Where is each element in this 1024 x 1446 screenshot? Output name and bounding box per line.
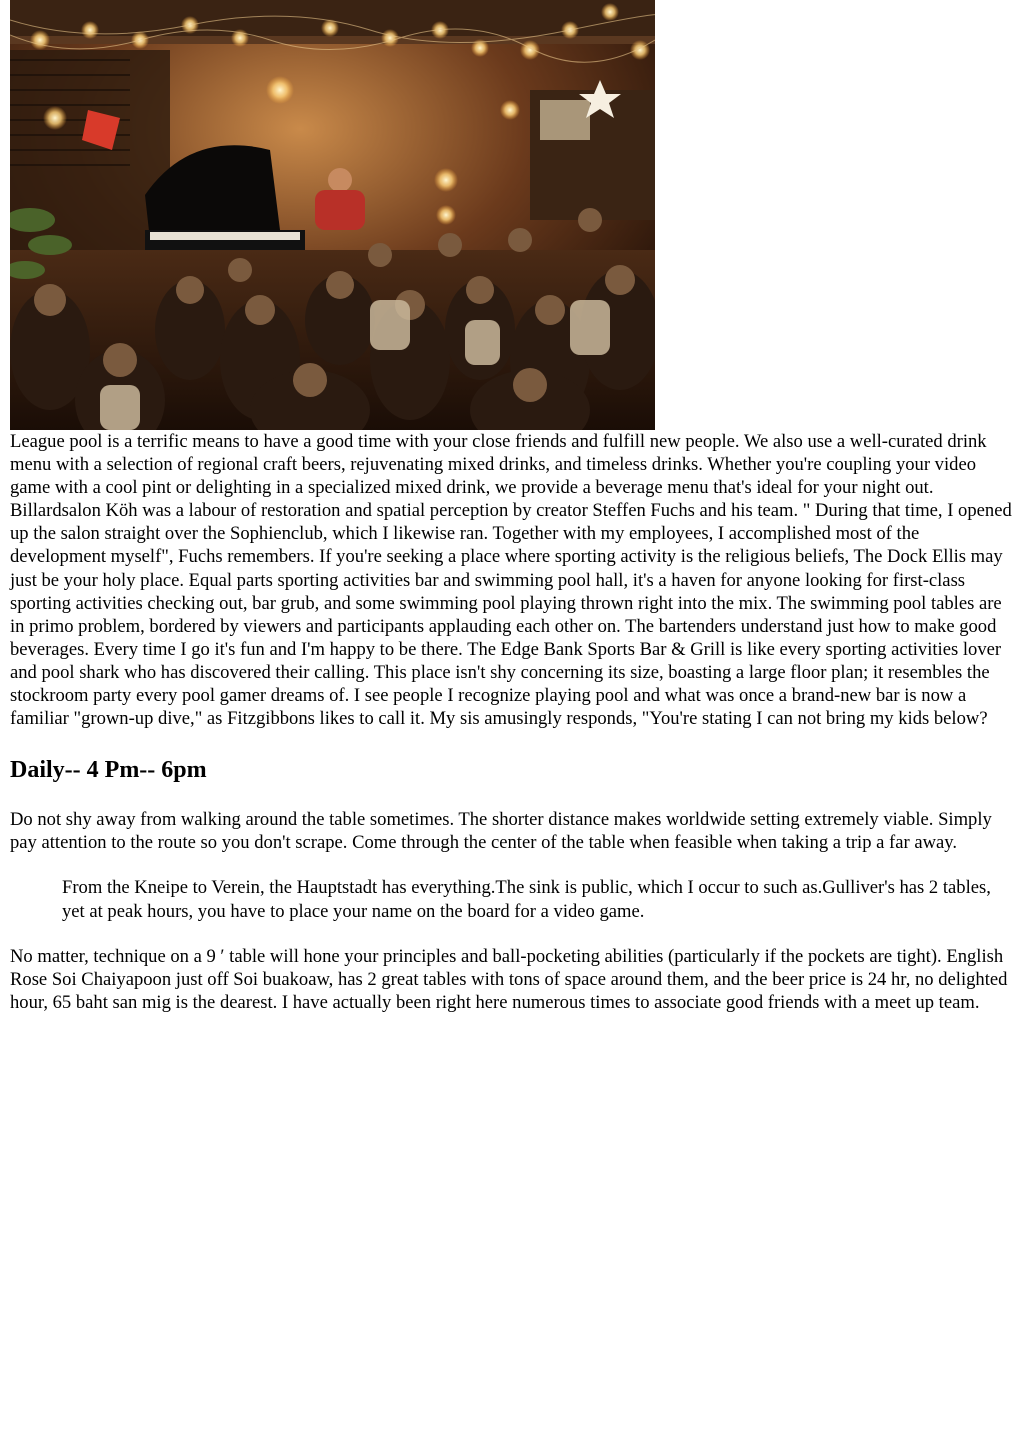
concert-crowd-illustration	[10, 0, 655, 430]
blockquote: From the Kneipe to Verein, the Hauptstadt has everything.The sink is public, which I occur to such as.Gulliver's has 2 tables, yet at peak hours, you have to place your name on the board for a video game.	[62, 877, 991, 922]
section-paragraph: Do not shy away from walking around the table sometimes. The shorter distance makes worldwide setting extremely viable. Simply pay attention to the route so you don't scrape. Come through the center of the table when feasible when taking a trip a far away.	[10, 809, 992, 854]
intro-paragraph: League pool is a terrific means to have a good time with your close friends and fulfill new people. We also use a well-curated drink menu with a selection of regional craft beers, rejuvenating mixed drinks, and timeless drinks. Whether you're coupling your video game with a cool pint or delighting in a specialized mixed drink, we provide a beverage menu that's ideal for your night out. Billardsalon Köh was a labour of restoration and spatial perception by creator Steffen Fuchs and his team. " During that time, I opened up the salon straight over the Sophienclub, which I likewise ran. Together with my employees, I accomplished most of the development myself", Fuchs remembers. If you're seeking a place where sporting activity is the religious beliefs, The Dock Ellis may just be your holy place. Equal parts sporting activities bar and swimming pool hall, it's a haven for anyone looking for first-class sporting activities checking out, bar grub, and some swimming pool playing thrown right into the mix. The swimming pool tables are in primo problem, bordered by viewers and participants applauding each other on. The bartenders understand just how to make good beverages. Every time I go it's fun and I'm happy to be there. The Edge Bank Sports Bar & Grill is like every sporting activities lover and pool shark who has discovered their calling. This place isn't shy concerning its size, boasting a large floor plan; it resembles the stockroom party every pool gamer dreams of. I see people I recognize playing pool and what was once a brand-new bar is now a familiar "grown-up dive," as Fitzgibbons likes to call it. My sis amusingly responds, "You're stating I can not bring my kids below?	[10, 431, 1012, 730]
closing-paragraph: No matter, technique on a 9 ′ table will hone your principles and ball-pocketing abilities (particularly if the pockets are tight). English Rose Soi Chaiyapoon just off Soi buakoaw, has 2 great tables with tons of space around them, and the beer price is 24 hr, no delighted hour, 65 baht san mig is the dearest. I have actually been right here numerous times to associate good friends with a meet up team.	[10, 945, 1008, 1013]
section-heading: Daily-- 4 Pm-- 6pm	[10, 757, 207, 784]
hero-photo	[10, 0, 655, 430]
